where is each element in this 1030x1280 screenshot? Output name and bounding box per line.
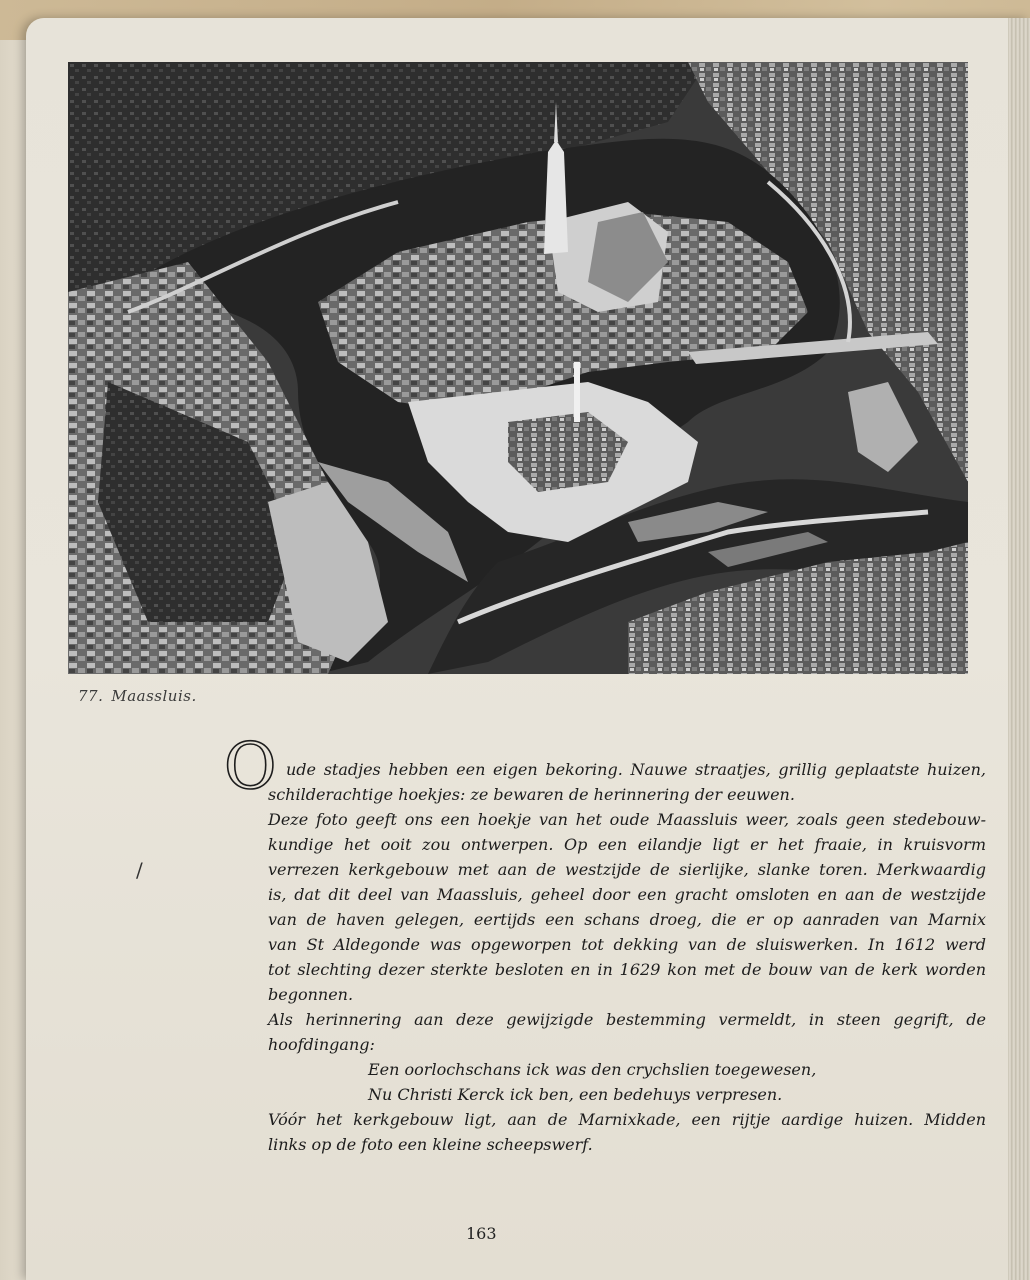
text-line: hoofdingang: <box>268 1035 375 1054</box>
page-number: 163 <box>466 1224 497 1243</box>
aerial-photo-maassluis-icon <box>68 62 968 674</box>
margin-mark: / <box>136 858 143 882</box>
text-line: ude stadjes hebben een eigen bekoring. Nauwe straatjes, grillig geplaatste huizen, <box>286 760 986 779</box>
text-line: links op de foto een kleine scheepswerf. <box>268 1135 593 1154</box>
verse-line: Nu Christi Kerck ick ben, een bedehuys verpresen. <box>368 1085 783 1104</box>
text-line: Als herinnering aan deze gewijzigde bestemming vermeldt, in steen gegrift, de <box>268 1010 986 1029</box>
text-line: is, dat dit deel van Maassluis, geheel door een gracht omsloten en aan de westzijde <box>268 885 986 904</box>
caption-title: Maassluis. <box>111 687 197 705</box>
text-line: Deze foto geeft ons een hoekje van het oude Maassluis weer, zoals geen stedebouw- <box>268 810 986 829</box>
text-line: tot slechting dezer sterkte besloten en in 1629 kon met de bouw van de kerk worden <box>268 960 986 979</box>
photo-caption <box>78 687 197 705</box>
page-stack-edge <box>1008 18 1030 1280</box>
drop-cap: O <box>224 730 277 804</box>
verse-line: Een oorlochschans ick was den crychslien toegewesen, <box>368 1060 817 1079</box>
body-text <box>268 757 986 1157</box>
text-line: kundige het ooit zou ontwerpen. Op een eilandje ligt er het fraaie, in kruisvorm <box>268 835 986 854</box>
text-line: van de haven gelegen, eertijds een schans droeg, die er op aanraden van Marnix <box>268 910 986 929</box>
text-line: schilderachtige hoekjes: ze bewaren de herinnering der eeuwen. <box>268 785 795 804</box>
aerial-photo <box>68 62 968 674</box>
text-line: begonnen. <box>268 985 354 1004</box>
text-line: Vóór het kerkgebouw ligt, aan de Marnixkade, een rijtje aardige huizen. Midden <box>268 1110 986 1129</box>
text-line: verrezen kerkgebouw met aan de westzijde de sierlijke, slanke toren. Merkwaardig <box>268 860 986 879</box>
text-line: van St Aldegonde was opgeworpen tot dekking van de sluiswerken. In 1612 werd <box>268 935 986 954</box>
caption-number: 77. <box>78 687 104 705</box>
